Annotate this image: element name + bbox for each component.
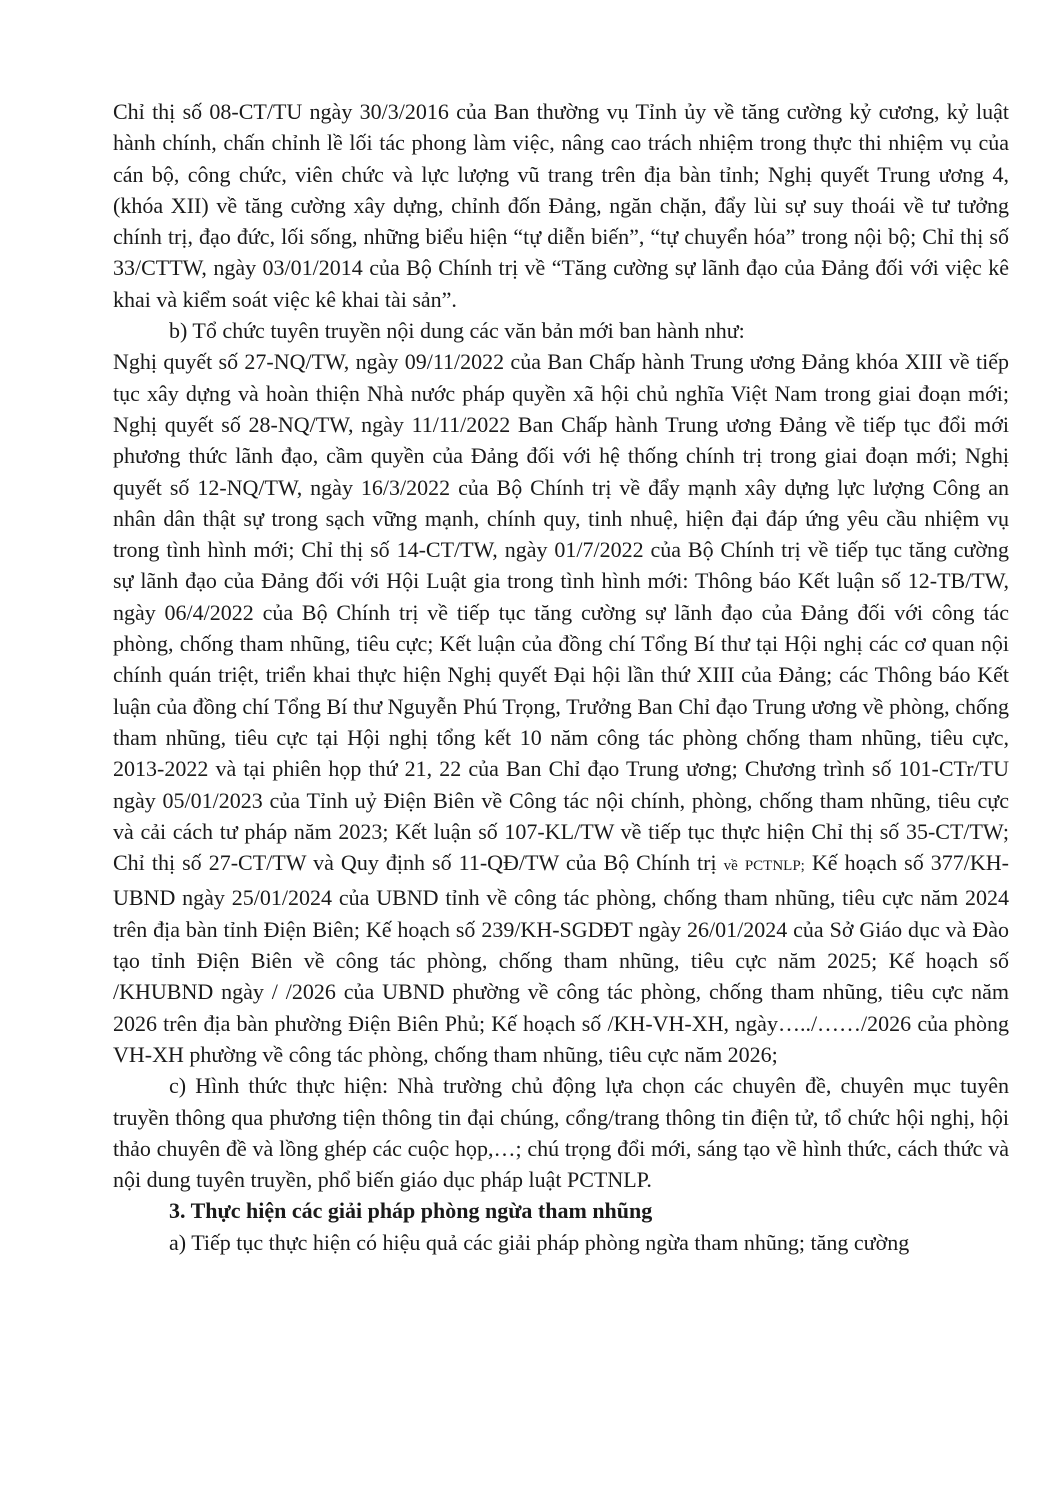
paragraph-b-body	[113, 346, 1009, 1070]
paragraph-3a: a) Tiếp tục thực hiện có hiệu quả các giải pháp phòng ngừa tham nhũng; tăng cường	[169, 1229, 910, 1255]
paragraph-directives-intro: Chỉ thị số 08-CT/TU ngày 30/3/2016 của Ban thường vụ Tỉnh ủy về tăng cường kỷ cương, kỷ luật hành chính, chấn chỉnh lề lối tác phong làm việc, nâng cao trách nhiệm trong thực thi nhiệm vụ của cán bộ, công chức, viên chức và lực lượng vũ trang trên địa bàn tỉnh; Nghị quyết Trung ương 4, (khóa XII) về tăng cường xây dựng, chỉnh đốn Đảng, ngăn chặn, đẩy lùi sự suy thoái về tư tưởng chính trị, đạo đức, lối sống, những biểu hiện “tự diễn biến”, “tự chuyển hóa” trong nội bộ; Chỉ thị số 33/CTTW, ngày 03/01/2014 của Bộ Chính trị về “Tăng cường sự lãnh đạo của Đảng đối với việc kê khai và kiểm soát việc kê khai tài sản”.	[113, 99, 1009, 312]
paragraph-b-body-part-1: Nghị quyết số 27-NQ/TW, ngày 09/11/2022 của Ban Chấp hành Trung ương Đảng khóa XIII về tiếp tục xây dựng và hoàn thiện Nhà nước pháp quyền xã hội chủ nghĩa Việt Nam trong giai đoạn mới; Nghị quyết số 28-NQ/TW, ngày 11/11/2022 Ban Chấp hành Trung ương Đảng về tiếp tục đổi mới phương thức lãnh đạo, cầm quyền của Đảng đối với hệ thống chính trị trong giai đoạn mới; Nghị quyết số 12-NQ/TW, ngày 16/3/2022 của Bộ Chính trị về đẩy mạnh xây dựng lực lượng Công an nhân dân thật sự trong sạch vững mạnh, chính quy, tinh nhuệ, hiện đại đáp ứng yêu cầu nhiệm vụ trong tình hình mới; Chỉ thị số 14-CT/TW, ngày 01/7/2022 của Bộ Chính trị về tiếp tục tăng cường sự lãnh đạo của Đảng đối với Hội Luật gia trong tình hình mới: Thông báo Kết luận số 12-TB/TW, ngày 06/4/2022 của Bộ Chính trị về tiếp tục tăng cường sự lãnh đạo của Đảng đối với công tác phòng, chống tham nhũng, tiêu cực; Kết luận của đồng chí Tổng Bí thư tại Hội nghị các cơ quan nội chính quán triệt, triển khai thực hiện Nghị quyết Đại hội lần thứ XIII của Đảng; các Thông báo Kết luận của đồng chí Tổng Bí thư Nguyễn Phú Trọng, Trưởng Ban Chỉ đạo Trung ương về phòng, chống tham nhũng, tiêu cực tại Hội nghị tổng kết 10 năm công tác phòng chống tham nhũng, tiêu cực, 2013-2022 và tại phiên họp thứ 21, 22 của Ban Chỉ đạo Trung ương; Chương trình số 101-CTr/TU ngày 05/01/2023 của Tỉnh uỷ Điện Biên về Công tác nội chính, phòng, chống tham nhũng, tiêu cực và cải cách tư pháp năm 2023; Kết luận số 107-KL/TW về tiếp tục thực hiện Chỉ thị số 35-CT/TW; Chỉ thị số 27-CT/TW và Quy định số 11-QĐ/TW của Bộ Chính trị	[113, 349, 1009, 876]
paragraph-b-body-ve: về	[723, 858, 738, 875]
document-page	[113, 96, 1009, 1258]
paragraph-c-format: c) Hình thức thực hiện: Nhà trường chủ động lựa chọn các chuyên đề, chuyên mục tuyên truyền thông qua phương tiện thông tin đại chúng, cổng/trang thông tin điện tử, tổ chức hội nghị, hội thảo chuyên đề và lồng ghép các cuộc họp,…; chú trọng đổi mới, sáng tạo về hình thức, cách thức và nội dung tuyên truyền, phổ biến giáo dục pháp luật PCTNLP.	[113, 1073, 1009, 1193]
paragraph-b-body-pctnlp: PCTNLP;	[744, 858, 805, 875]
paragraph-b-intro: b) Tổ chức tuyên truyền nội dung các văn bản mới ban hành như:	[169, 318, 745, 344]
paragraph-b-body-part-2: Kế hoạch số 377/KH-UBND ngày 25/01/2024 của UBND tỉnh về công tác phòng, chống tham nhũng, tiêu cực năm 2024 trên địa bàn tỉnh Điện Biên; Kế hoạch số 239/KH-SGDĐT ngày 26/01/2024 của Sở Giáo dục và Đào tạo tỉnh Điện Biên về công tác phòng, chống tham nhũng, tiêu cực năm 2025; Kế hoạch số /KHUBND ngày / /2026 của UBND phường về công tác phòng, chống tham nhũng, tiêu cực năm 2026 trên địa bàn phường Điện Biên Phủ; Kế hoạch số /KH-VH-XH, ngày…../……/2026 của phòng VH-XH phường về công tác phòng, chống tham nhũng, tiêu cực năm 2026;	[113, 850, 1009, 1067]
section-heading-3: 3. Thực hiện các giải pháp phòng ngừa tham nhũng	[169, 1198, 653, 1224]
